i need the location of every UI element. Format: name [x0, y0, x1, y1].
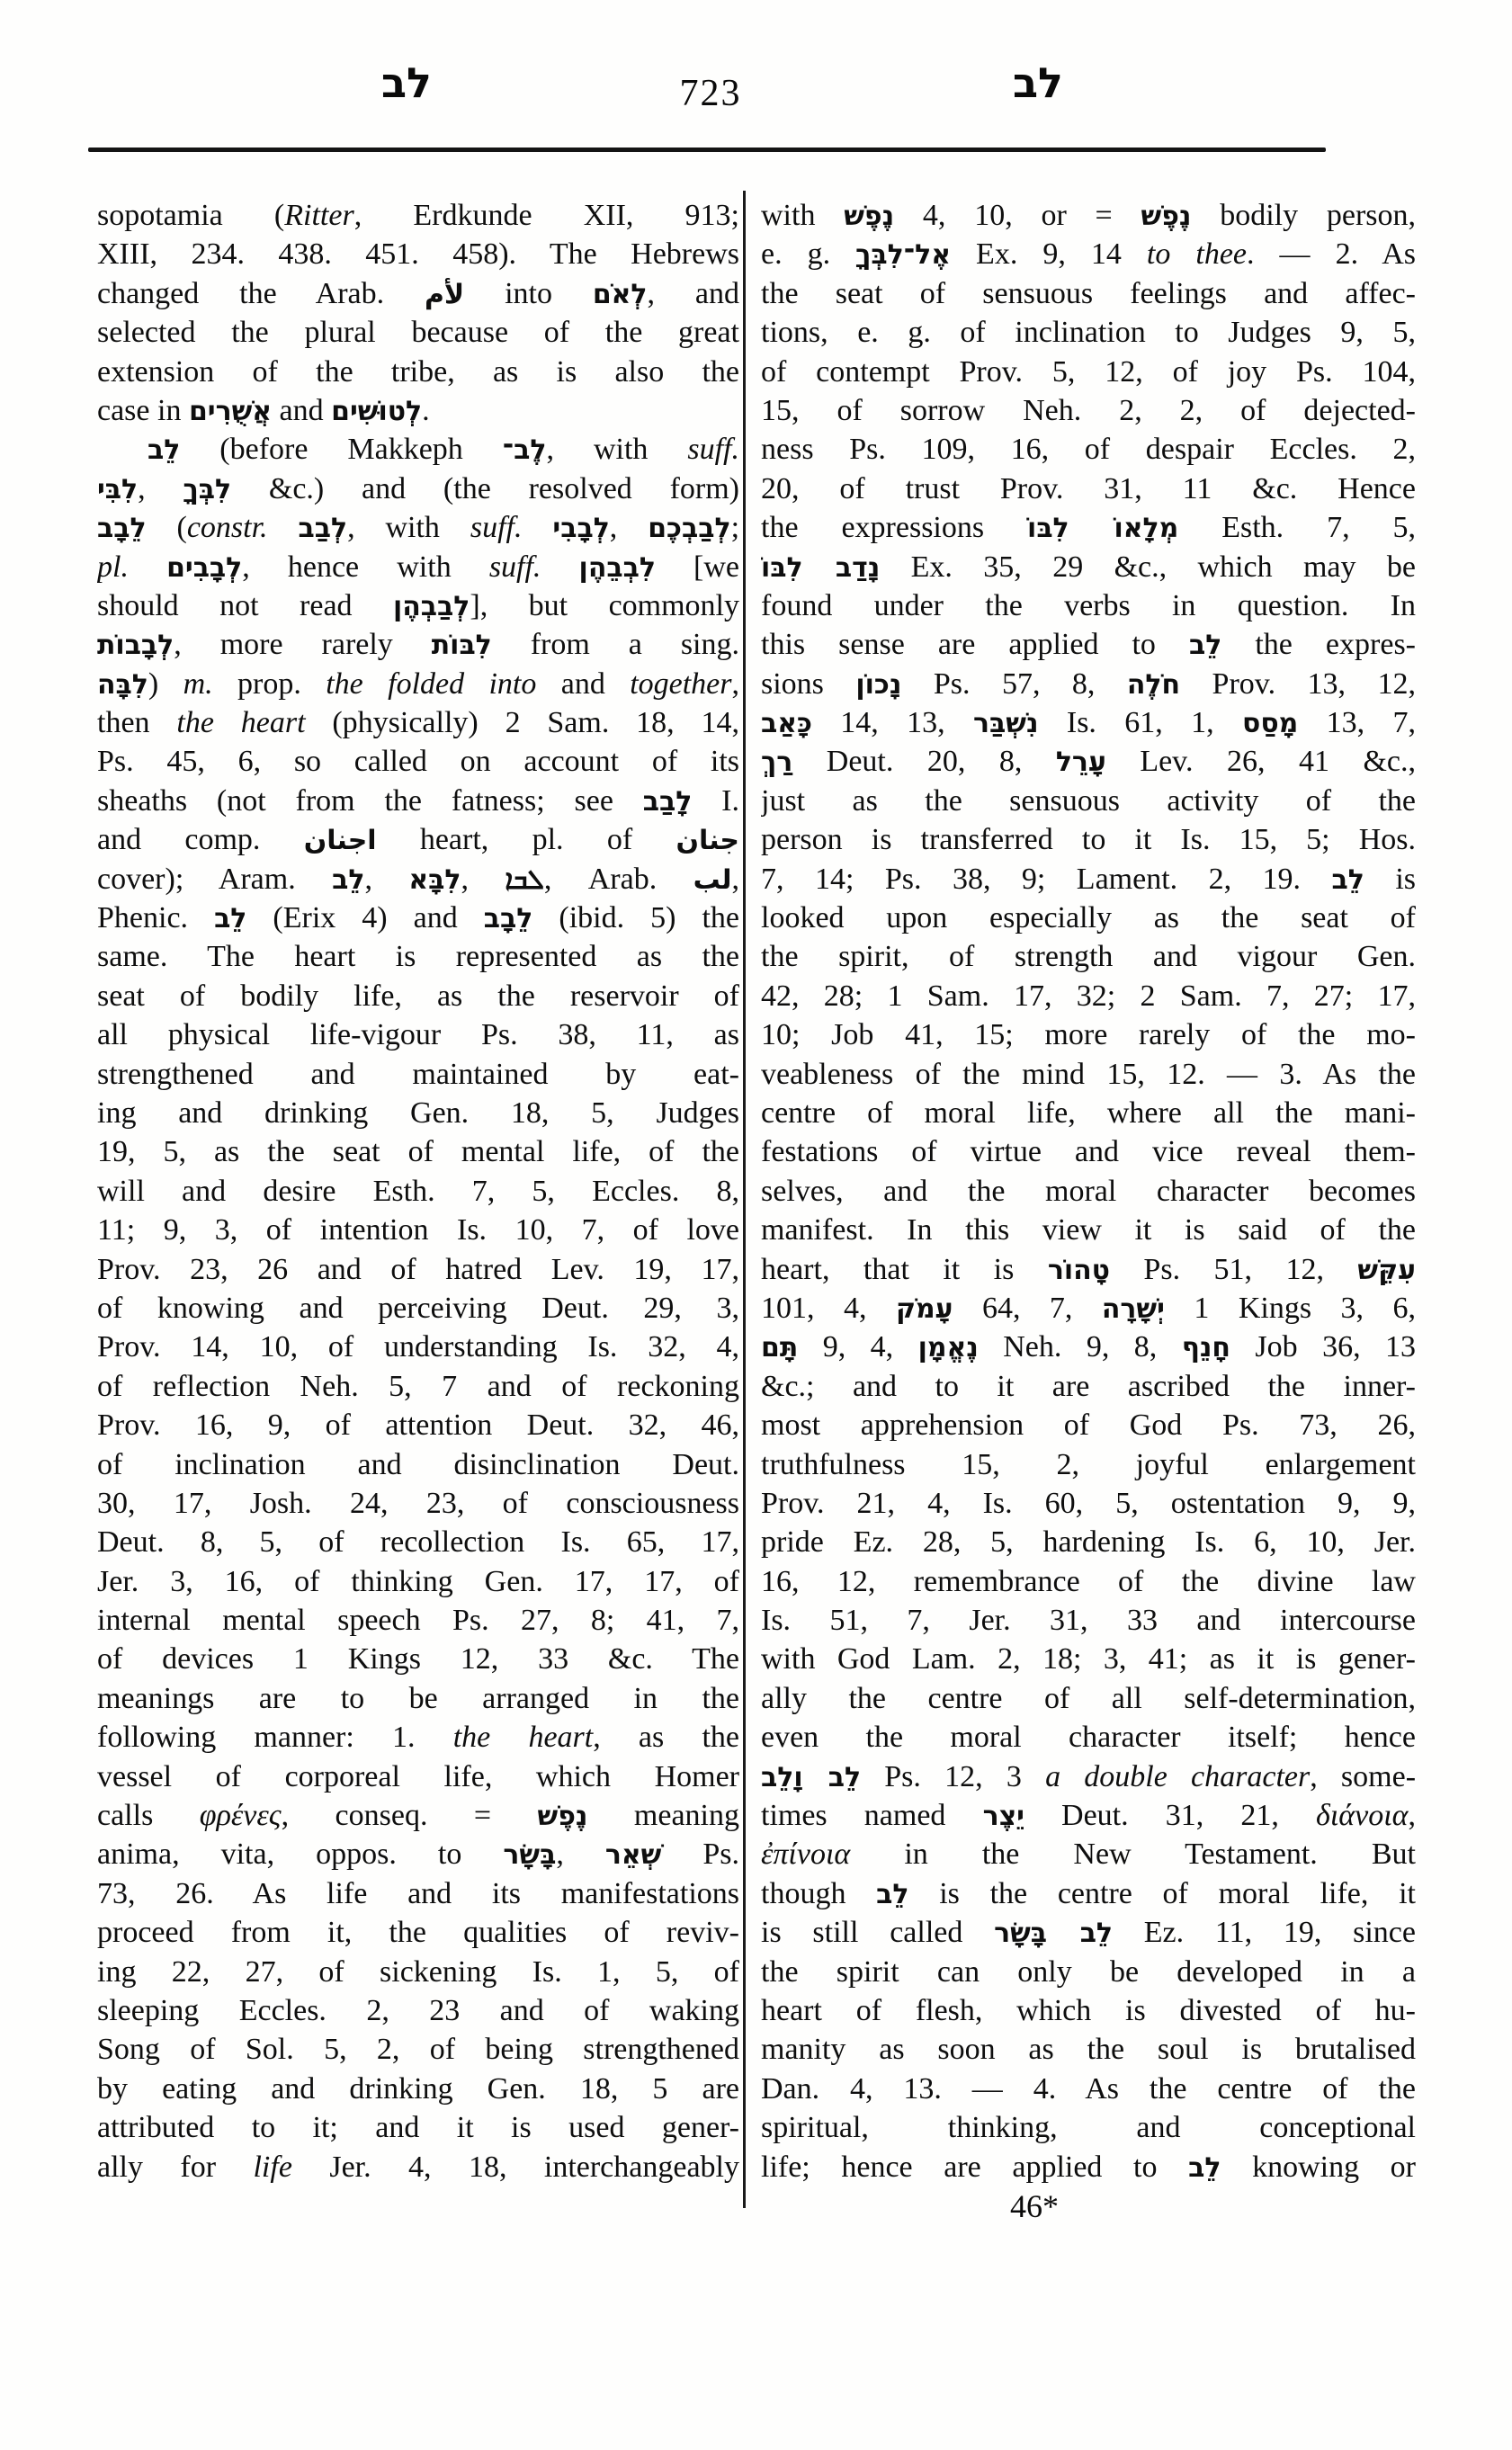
text-line: veableness of the mind 15, 12. — 3. As the [761, 1057, 1416, 1091]
text-line: vessel of corporeal life, which Homer [97, 1759, 739, 1793]
text-line: with God Lam. 2, 18; 3, 41; as it is gener- [761, 1642, 1416, 1677]
text-line: ally the centre of all self-determination, [761, 1681, 1416, 1715]
text-line: same. The heart is represented as the [97, 940, 739, 974]
text-line: 73, 26. As life and its manifestations [97, 1876, 739, 1910]
text-line: ἐπίνοια in the New Testament. But [761, 1838, 1416, 1872]
text-line: ness Ps. 109, 16, of despair Eccles. 2, [761, 433, 1416, 467]
text-line: times named יֵצֶר Deut. 31, 21, διάνοια, [761, 1799, 1416, 1833]
right-text-column [761, 196, 1416, 2186]
text-line: case in אֲשֻׁרִים and לְטוּשִׁים. [97, 393, 430, 427]
text-line: לֵב (before Makkeph לֶב־, with suff. [148, 433, 739, 467]
text-line: is still called לֵב בָּשָׂר Ez. 11, 19, since [761, 1916, 1416, 1950]
text-line: 10; Job 41, 15; more rarely of the mo- [761, 1018, 1416, 1052]
text-line: of knowing and perceiving Deut. 29, 3, [97, 1291, 739, 1325]
text-line: tions, e. g. of inclination to Judges 9, 5, [761, 316, 1416, 350]
text-line: Prov. 14, 10, of understanding Is. 32, 4, [97, 1330, 739, 1364]
text-line: with נֶפֶשׁ 4, 10, or = נֶפֶשׁ bodily person, [761, 199, 1416, 232]
text-line: then the heart (physically) 2 Sam. 18, 14, [97, 706, 739, 740]
text-line: though לֵב is the centre of moral life, it [761, 1876, 1416, 1910]
text-line: proceed from it, the qualities of reviv- [97, 1916, 739, 1950]
text-line: ally for life Jer. 4, 18, interchangeably [97, 2150, 739, 2184]
text-line: Prov. 16, 9, of attention Deut. 32, 46, [97, 1408, 739, 1443]
text-line: 19, 5, as the seat of mental life, of the [97, 1135, 739, 1169]
text-line: 20, of trust Prov. 31, 11 &c. Hence [761, 471, 1416, 505]
text-line: internal mental speech Ps. 27, 8; 41, 7, [97, 1604, 739, 1638]
text-line: heart, that it is טָהוֹר Ps. 51, 12, עִקֵּשׁ [761, 1252, 1416, 1286]
text-line: looked upon especially as the seat of [761, 901, 1416, 935]
text-line: festations of virtue and vice reveal them- [761, 1135, 1416, 1169]
text-line: by eating and drinking Gen. 18, 5 are [97, 2071, 739, 2106]
text-line: Song of Sol. 5, 2, of being strengthened [97, 2033, 739, 2067]
page-number: 723 [679, 73, 742, 114]
text-line: should not read לְבַבְהֶן], but commonly [97, 588, 739, 622]
text-line: selves, and the moral character becomes [761, 1174, 1416, 1208]
text-line: XIII, 234. 438. 451. 458). The Hebrews [97, 237, 739, 272]
header-keyword-right: לב [1013, 58, 1063, 107]
text-line: Prov. 21, 4, Is. 60, 5, ostentation 9, 9, [761, 1486, 1416, 1520]
text-line: 11; 9, 3, of intention Is. 10, 7, of love [97, 1213, 739, 1247]
text-line: the spirit can only be developed in a [761, 1954, 1416, 1989]
text-line: strengthened and maintained by eat- [97, 1057, 739, 1091]
text-line: pl. לְבָבִים, hence with suff. לִבְבֵהֶן [we [97, 550, 739, 584]
text-line: this sense are applied to לֵב the expres- [761, 628, 1416, 662]
text-line: meanings are to be arranged in the [97, 1681, 739, 1715]
text-line: cover); Aram. לֵב, לִבָּא, ܠܒܐ, Arab. لب, [97, 862, 739, 896]
text-line: will and desire Esth. 7, 5, Eccles. 8, [97, 1174, 739, 1208]
text-line: most apprehension of God Ps. 73, 26, [761, 1408, 1416, 1443]
text-line: sheaths (not from the fatness; see לָבַב I. [97, 783, 739, 818]
text-line: Ps. 45, 6, so called on account of its [97, 745, 739, 779]
text-line: heart of flesh, which is divested of hu- [761, 1993, 1416, 2027]
text-line: 30, 17, Josh. 24, 23, of consciousness [97, 1486, 739, 1520]
text-line: sleeping Eccles. 2, 23 and of waking [97, 1993, 739, 2027]
text-line: seat of bodily life, as the reservoir of [97, 979, 739, 1013]
text-line: manity as soon as the soul is brutalised [761, 2033, 1416, 2067]
text-line: and comp. اجنان heart, pl. of جنان [97, 823, 739, 857]
text-line: 16, 12, remembrance of the divine law [761, 1564, 1416, 1598]
text-line: of devices 1 Kings 12, 33 &c. The [97, 1642, 739, 1677]
text-line: sopotamia (Ritter, Erdkunde XII, 913; [97, 199, 739, 232]
text-line: לְבָבוֹת, more rarely לִבּוֹת from a sing. [97, 628, 739, 662]
text-line: Phenic. לֵב (Erix 4) and לֵבָב (ibid. 5) the [97, 901, 739, 935]
text-line: Deut. 8, 5, of recollection Is. 65, 17, [97, 1525, 739, 1560]
text-line: Dan. 4, 13. — 4. As the centre of the [761, 2071, 1416, 2106]
text-line: of inclination and disinclination Deut. [97, 1447, 739, 1481]
text-line: כָּאַב 14, 13, נִשְׁבַּר Is. 61, 1, מָסַס 13, 7, [761, 706, 1416, 740]
text-line: centre of moral life, where all the mani- [761, 1095, 1416, 1130]
text-line: all physical life-vigour Ps. 38, 11, as [97, 1018, 739, 1052]
text-line: of contempt Prov. 5, 12, of joy Ps. 104, [761, 354, 1416, 389]
text-line: Is. 51, 7, Jer. 31, 33 and intercourse [761, 1604, 1416, 1638]
text-line: 101, 4, עָמֹק 64, 7, יְשָׁרָה 1 Kings 3, 6, [761, 1291, 1416, 1325]
text-line: רַךְ Deut. 20, 8, עָרֵל Lev. 26, 41 &c., [761, 745, 1416, 779]
text-line: the seat of sensuous feelings and affec- [761, 276, 1416, 310]
text-line: Jer. 3, 16, of thinking Gen. 17, 17, of [97, 1564, 739, 1598]
text-line: ing 22, 27, of sickening Is. 1, 5, of [97, 1954, 739, 1989]
text-line: person is transferred to it Is. 15, 5; Hos. [761, 823, 1416, 857]
header-keyword-left: לב [381, 58, 432, 107]
text-line: anima, vita, oppos. to בָּשָׂר, שְׁאֵר Ps. [97, 1838, 739, 1872]
text-line: calls φρένες, conseq. = נֶפֶשׁ meaning [97, 1799, 739, 1833]
text-line: selected the plural because of the great [97, 316, 739, 350]
text-line: לֵבָב (constr. לְבַב, with suff. לְבָבִי, לְבַבְכֶם; [97, 511, 739, 545]
text-line: spiritual, thinking, and conceptional [761, 2111, 1416, 2145]
text-line: life; hence are applied to לֵב knowing or [761, 2150, 1416, 2184]
column-divider-rule [743, 191, 746, 2208]
text-line: 7, 14; Ps. 38, 9; Lament. 2, 19. לֵב is [761, 862, 1416, 896]
text-line: found under the verbs in question. In [761, 588, 1416, 622]
text-line: changed the Arab. لأم into לְאֹם, and [97, 276, 739, 310]
text-line: Prov. 23, 26 and of hatred Lev. 19, 17, [97, 1252, 739, 1286]
text-line: ing and drinking Gen. 18, 5, Judges [97, 1095, 739, 1130]
text-line: the expressions מְלָאוֹ לִבּוֹ Esth. 7, 5, [761, 511, 1416, 545]
text-line: לִבִּי, לִבְּךָ &c.) and (the resolved form) [97, 471, 739, 505]
text-line: e. g. אֶל־לִבְּךָ Ex. 9, 14 to thee. — 2. As [761, 237, 1416, 272]
text-line: לֵב וָלֵב Ps. 12, 3 a double character, some- [761, 1759, 1416, 1793]
text-line: truthfulness 15, 2, joyful enlargement [761, 1447, 1416, 1481]
left-text-column [97, 196, 739, 2186]
text-line: just as the sensuous activity of the [761, 783, 1416, 818]
text-line: לִבָּה) m. prop. the folded into and together, [97, 666, 739, 701]
text-line: even the moral character itself; hence [761, 1721, 1416, 1755]
text-line: attributed to it; and it is used gener- [97, 2111, 739, 2145]
text-line: of reflection Neh. 5, 7 and of reckoning [97, 1369, 739, 1403]
header-rule [88, 148, 1326, 152]
text-line: נָדַב לִבּוֹ Ex. 35, 29 &c., which may be [761, 550, 1416, 584]
text-line: תָּם 9, 4, נֶאֱמָן Neh. 9, 8, חָנֵף Job 36, 13 [761, 1330, 1416, 1364]
text-line: sions נָכוֹן Ps. 57, 8, חֹלֶה Prov. 13, 12, [761, 666, 1416, 701]
signature-mark: 46* [1010, 2188, 1059, 2224]
text-line: manifest. In this view it is said of the [761, 1213, 1416, 1247]
text-line: extension of the tribe, as is also the [97, 354, 739, 389]
text-line: following manner: 1. the heart, as the [97, 1721, 739, 1755]
text-line: the spirit, of strength and vigour Gen. [761, 940, 1416, 974]
text-line: &c.; and to it are ascribed the inner- [761, 1369, 1416, 1403]
text-line: pride Ez. 28, 5, hardening Is. 6, 10, Jer. [761, 1525, 1416, 1560]
text-line: 15, of sorrow Neh. 2, 2, of dejected- [761, 393, 1416, 427]
text-line: 42, 28; 1 Sam. 17, 32; 2 Sam. 7, 27; 17, [761, 979, 1416, 1013]
